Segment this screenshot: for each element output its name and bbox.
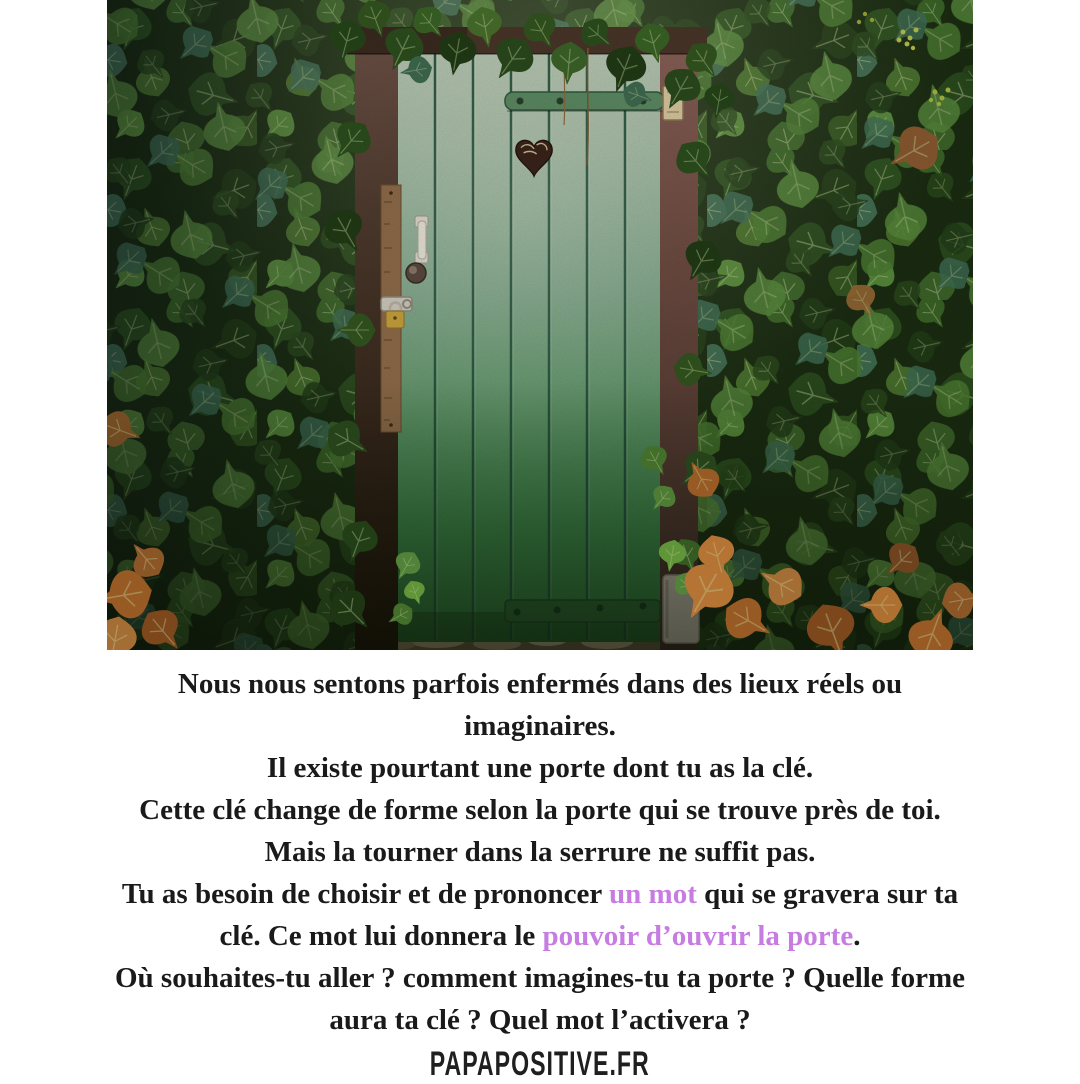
quote-line-7-plain-end: . — [853, 920, 861, 952]
quote-line-4: Cette clé change de forme selon la porte qui se trouve près de toi. — [139, 794, 941, 826]
quote-line-6-plain: Tu as besoin de choisir et de prononcer — [121, 878, 610, 910]
quote-line-6-accent: un mot — [609, 878, 697, 910]
quote-line-2: imaginaires. — [464, 710, 616, 742]
quote-line-6 — [0, 873, 1080, 915]
door-photo — [107, 0, 973, 650]
quote-line-6-plain-end: qui se gravera sur ta — [696, 878, 959, 910]
site-name: PAPAPOSITIVE.FR — [429, 1045, 650, 1083]
quote-line-5: Mais la tourner dans la serrure ne suffit pas. — [264, 836, 816, 868]
quote-line-7-accent: pouvoir d’ouvrir la porte — [542, 920, 854, 952]
quote-line-7-plain: clé. Ce mot lui donnera le — [219, 920, 543, 952]
quote-line-1: Nous nous sentons parfois enfermés dans des lieux réels ou — [177, 668, 903, 700]
quote-line-3: Il existe pourtant une porte dont tu as la clé. — [266, 752, 814, 784]
footer — [0, 1045, 1080, 1084]
quote-line-7 — [0, 915, 1080, 957]
quote-line-9: aura ta clé ? Quel mot l’activera ? — [329, 1004, 751, 1036]
door-photo-illustration — [107, 0, 973, 650]
quote-line-8: Où souhaites-tu aller ? comment imagines-tu ta porte ? Quelle forme — [114, 962, 965, 994]
quote-text — [0, 663, 1080, 1041]
